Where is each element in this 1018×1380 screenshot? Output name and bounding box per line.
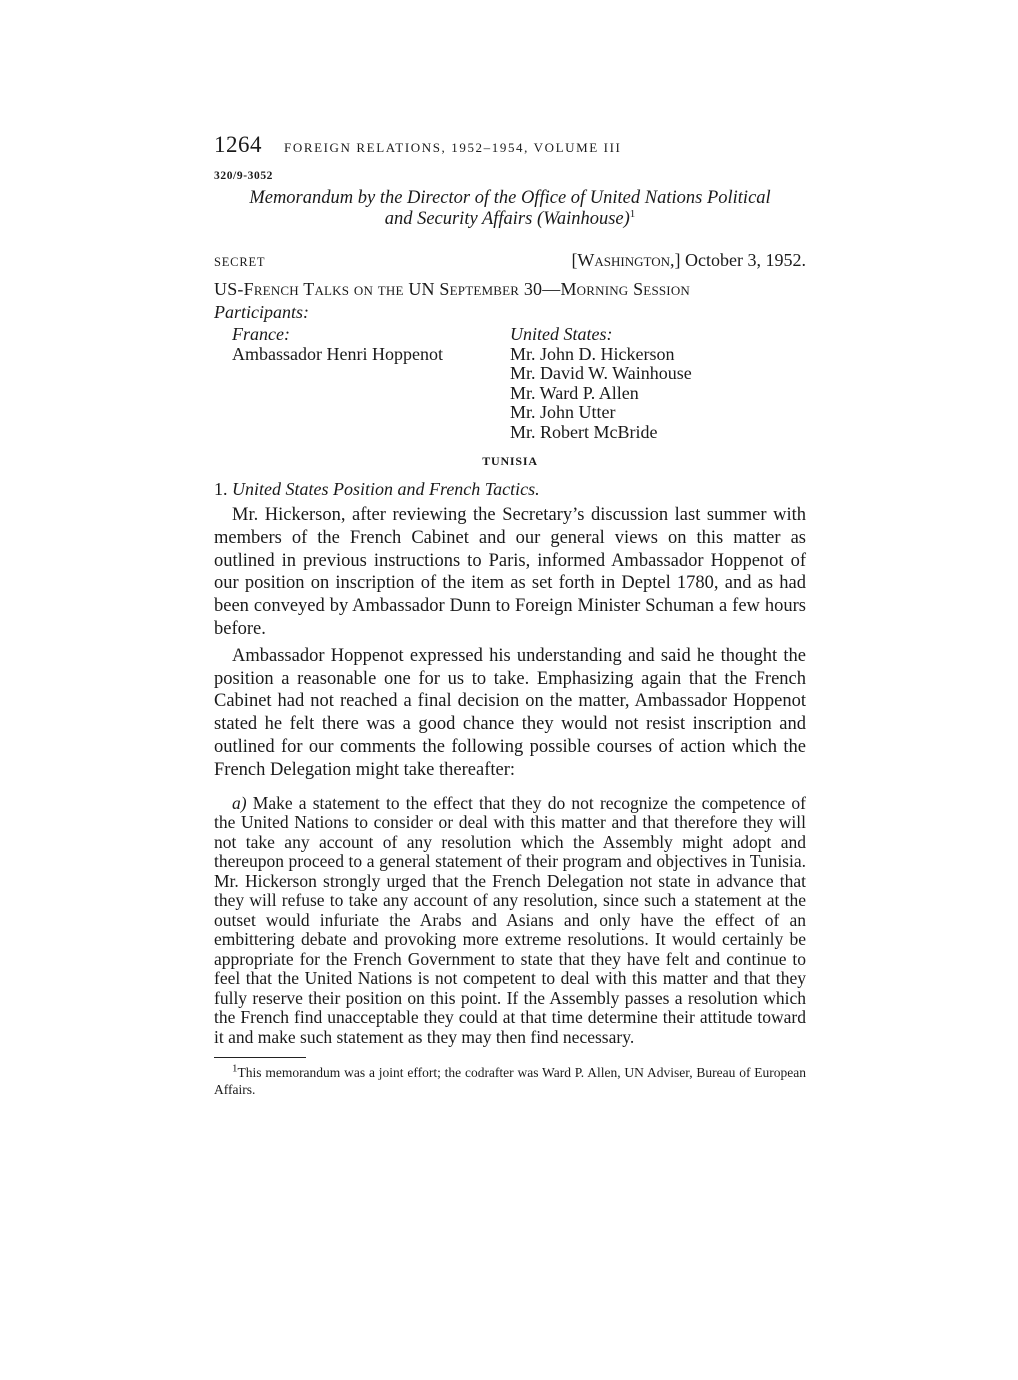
us-member: Mr. Robert McBride: [510, 421, 658, 442]
document-title: [214, 188, 806, 230]
us-member: Mr. Ward P. Allen: [510, 382, 639, 403]
classification: SECRET: [214, 255, 266, 269]
file-number: 320/9-3052: [214, 170, 274, 182]
participants-united-states: [488, 325, 806, 442]
document-title-line-2-text: and Security Affairs (Wainhouse): [384, 209, 630, 229]
footnote-mark: 1: [232, 1062, 238, 1075]
us-label: United States:: [510, 324, 613, 344]
participants-france: [214, 325, 488, 442]
footnote-rule: [214, 1057, 306, 1058]
footnote: [214, 1064, 806, 1098]
classification-line: [214, 250, 806, 271]
item-a-paragraph: [214, 794, 806, 1048]
section-heading: TUNISIA: [482, 454, 538, 468]
france-label: France:: [232, 324, 290, 344]
us-member: Mr. John D. Hickerson: [510, 343, 675, 364]
participants-label: Participants:: [214, 302, 309, 322]
subsection-number: 1.: [214, 479, 228, 499]
running-title: FOREIGN RELATIONS, 1952–1954, VOLUME III: [284, 140, 622, 155]
document-page: [214, 132, 806, 1098]
subsection-heading: [214, 479, 806, 500]
subject-line: US-French Talks on the UN September 30—Morning Session: [214, 279, 691, 299]
running-head: [214, 132, 806, 166]
us-member: Mr. David W. Wainhouse: [510, 363, 692, 383]
footnote-text: This memorandum was a joint effort; the codrafter was Ward P. Allen, UN Adviser, Bureau of European Affairs.: [214, 1065, 806, 1098]
date: October 3, 1952.: [685, 250, 806, 270]
us-member: Mr. John Utter: [510, 402, 616, 422]
participants-list: [214, 325, 806, 442]
item-a-marker: a): [232, 792, 247, 813]
page-number: 1264: [214, 132, 262, 157]
document-title-line-1: Memorandum by the Director of the Office of United Nations Political: [249, 188, 771, 208]
subsection-title: United States Position and French Tactics.: [232, 479, 540, 499]
france-member: Ambassador Henri Hoppenot: [232, 343, 443, 364]
body-paragraph: Ambassador Hoppenot expressed his understanding and said he thought the position a reasonable one for us to take. Emphasizing again that the French Cabinet had not reached a final decision on the matter, Ambassador Hoppenot stated he felt there was a good chance they would not resist inscription and outlined for our comments the following possible courses of action which the French Delegation might take thereafter:: [214, 645, 806, 780]
item-a-text: Make a statement to the effect that they do not recognize the competence of the United Nations to consider or deal with this matter and that therefore they will not take any account of any resolution which the Assembly might adopt and thereupon proceed to a general statement of their program and objectives in Tunisia. Mr. Hickerson strongly urged that the French Delegation not state in advance that they will refuse to take any account of any resolution, since such a statement at the outset would infuriate the Arabs and Asians and only have the effect of an embittering debate and provoking more extreme resolutions. It would certainly be appropriate for the French Government to state that they have felt and continue to feel that the United Nations is not competent to deal with this matter and that they fully reserve their position on this point. If the Assembly passes a resolution which the French find unacceptable they could at that time determine their attitude toward it and make such statement as they may then find necessary.: [214, 792, 806, 1047]
place: [Washington,]: [571, 250, 681, 270]
body-paragraph: Mr. Hickerson, after reviewing the Secretary’s discussion last summer with members of the French Cabinet and our general views on this matter as outlined in previous instructions to Paris, informed Ambassador Hoppenot of our position on inscription of the item as set forth in Deptel 1780, and as had been conveyed by Ambassador Dunn to Foreign Minister Schuman a few hours before.: [214, 505, 806, 639]
document-title-line-2: [214, 209, 806, 230]
place-date: [571, 250, 806, 271]
title-footnote-mark: 1: [629, 207, 636, 220]
